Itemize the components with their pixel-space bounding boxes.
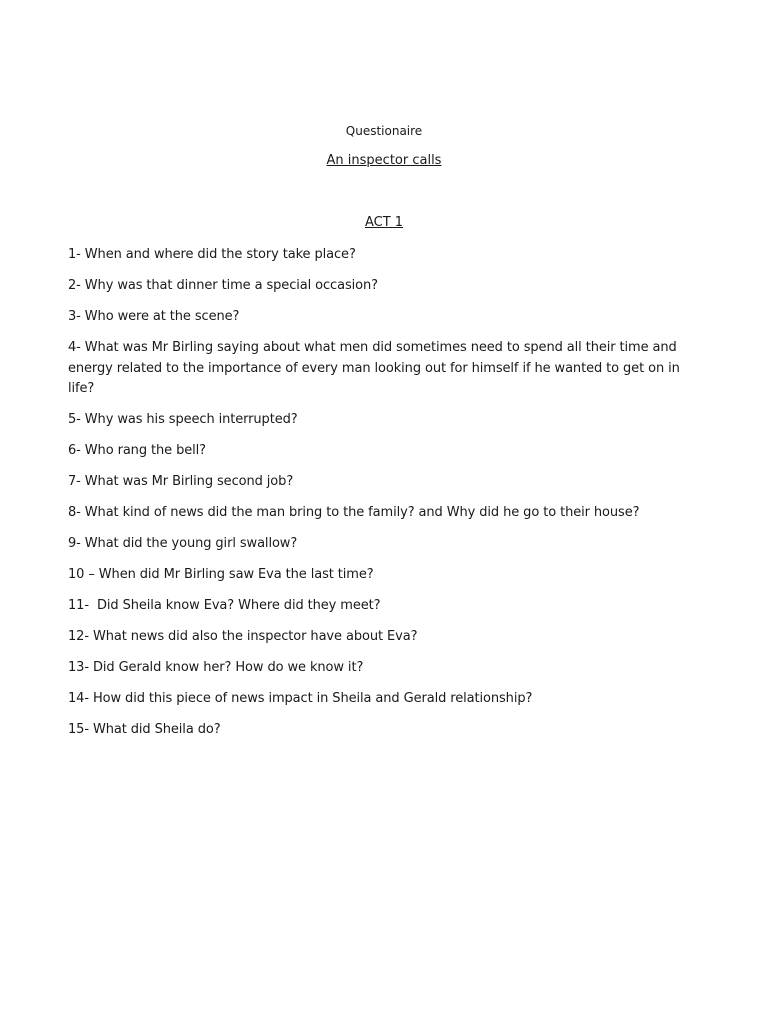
- question-item: 2- Why was that dinner time a special occasion?: [68, 278, 378, 293]
- question-item: 3- Who were at the scene?: [68, 309, 240, 324]
- question-item: 9- What did the young girl swallow?: [68, 536, 298, 551]
- question-item: 8- What kind of news did the man bring to the family? and Why did he go to their house?: [68, 505, 640, 520]
- document-title: Questionaire: [345, 124, 423, 138]
- question-item: 7- What was Mr Birling second job?: [68, 474, 294, 489]
- question-item: 14- How did this piece of news impact in Sheila and Gerald relationship?: [68, 691, 533, 706]
- question-list: [68, 245, 708, 751]
- question-item: 15- What did Sheila do?: [68, 722, 221, 737]
- question-item: 1- When and where did the story take place?: [68, 247, 356, 262]
- question-item: 12- What news did also the inspector have about Eva?: [68, 629, 418, 644]
- question-item: 13- Did Gerald know her? How do we know it?: [68, 660, 364, 675]
- question-item: 10 – When did Mr Birling saw Eva the last time?: [68, 567, 374, 582]
- section-heading: ACT 1: [364, 215, 404, 230]
- document-subtitle: An inspector calls: [326, 153, 442, 168]
- question-item: 4- What was Mr Birling saying about what men did sometimes need to spend all their time and energy related to the importance of every man looking out for himself if he wanted to get on in life?: [68, 340, 684, 396]
- question-item: 11- Did Sheila know Eva? Where did they meet?: [68, 598, 381, 613]
- question-item: 5- Why was his speech interrupted?: [68, 412, 298, 427]
- question-item: 6- Who rang the bell?: [68, 443, 206, 458]
